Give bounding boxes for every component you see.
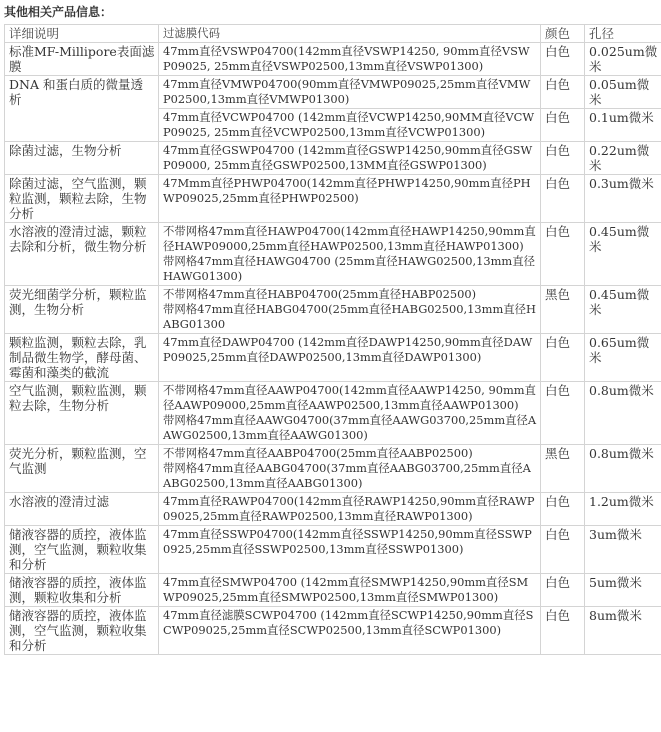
row-description: 颗粒监测，颗粒去除，乳制品微生物学，酵母菌、霉菌和藻类的截流 xyxy=(5,334,159,382)
row-description: 荧光分析，颗粒监测，空气监测 xyxy=(5,445,159,493)
row-description: 储液容器的质控，液体监测，空气监测，颗粒收集和分析 xyxy=(5,526,159,574)
row-filter-code: 47mm直径DAWP04700 (142mm直径DAWP14250,90mm直径DAWP09025,25mm直径DAWP02500,13mm直径DAWP01300) xyxy=(159,334,541,382)
row-filter-code xyxy=(159,445,541,493)
header-description: 详细说明 xyxy=(5,25,159,43)
row-filter-code: 47mm直径VMWP04700(90mm直径VMWP09025,25mm直径VMWP02500,13mm直径VMWP01300) xyxy=(159,76,541,109)
row-filter-code xyxy=(159,382,541,445)
row-filter-code xyxy=(159,223,541,286)
product-table xyxy=(4,24,661,655)
row-filter-code: 47Mmm直径PHWP04700(142mm直径PHWP14250,90mm直径PHWP09025,25mm直径PHWP02500) xyxy=(159,175,541,223)
row-color: 白色 xyxy=(541,109,585,142)
row-color: 白色 xyxy=(541,334,585,382)
table-row xyxy=(5,76,661,109)
table-row xyxy=(5,175,661,223)
row-filter-code: 47mm直径VCWP04700 (142mm直径VCWP14250,90MM直径VCWP09025, 25mm直径VCWP02500,13mm直径VCWP01300) xyxy=(159,109,541,142)
row-filter-code: 47mm直径GSWP04700 (142mm直径GSWP14250,90mm直径GSWP09000, 25mm直径GSWP02500,13MM直径GSWP01300) xyxy=(159,142,541,175)
row-filter-code xyxy=(159,286,541,334)
code-ungridded: 不带网格47mm直径AABP04700(25mm直径AABP02500) xyxy=(163,446,473,460)
code-ungridded: 不带网格47mm直径HABP04700(25mm直径HABP02500) xyxy=(163,287,477,301)
code-gridded: 带网格47mm直径HAWG04700 (25mm直径HAWG02500,13mm直径HAWG01300) xyxy=(163,254,535,283)
header-filter-code: 过滤膜代码 xyxy=(159,25,541,43)
table-row xyxy=(5,382,661,445)
row-pore-size: 1.2um微米 xyxy=(585,493,661,526)
row-pore-size: 0.8um微米 xyxy=(585,382,661,445)
row-pore-size: 0.45um微米 xyxy=(585,286,661,334)
table-row xyxy=(5,445,661,493)
table-row xyxy=(5,526,661,574)
code-ungridded: 不带网格47mm直径HAWP04700(142mm直径HAWP14250,90mm直径HAWP09000,25mm直径HAWP02500,13mm直径HAWP01300) xyxy=(163,224,536,253)
row-pore-size: 8um微米 xyxy=(585,607,661,655)
table-row xyxy=(5,607,661,655)
table-row xyxy=(5,223,661,286)
table-row xyxy=(5,493,661,526)
table-row xyxy=(5,43,661,76)
table-row xyxy=(5,142,661,175)
row-color: 白色 xyxy=(541,607,585,655)
row-pore-size: 5um微米 xyxy=(585,574,661,607)
code-gridded: 带网格47mm直径HABG04700(25mm直径HABG02500,13mm直径HABG01300 xyxy=(163,302,536,331)
row-color: 白色 xyxy=(541,175,585,223)
table-header-row xyxy=(5,25,661,43)
row-color: 白色 xyxy=(541,76,585,109)
header-pore-size: 孔径 xyxy=(585,25,661,43)
row-filter-code: 47mm直径VSWP04700(142mm直径VSWP14250, 90mm直径VSWP09025, 25mm直径VSWP02500,13mm直径VSWP01300) xyxy=(159,43,541,76)
row-color: 白色 xyxy=(541,574,585,607)
row-description: 标准MF-Millipore表面滤膜 xyxy=(5,43,159,76)
row-pore-size: 0.65um微米 xyxy=(585,334,661,382)
row-pore-size: 0.3um微米 xyxy=(585,175,661,223)
row-color: 黑色 xyxy=(541,445,585,493)
code-ungridded: 不带网格47mm直径AAWP04700(142mm直径AAWP14250, 90mm直径AAWP09000,25mm直径AAWP02500,13mm直径AAWP01300) xyxy=(163,383,536,412)
row-pore-size: 0.45um微米 xyxy=(585,223,661,286)
row-filter-code: 47mm直径滤膜SCWP04700 (142mm直径SCWP14250,90mm直径SCWP09025,25mm直径SCWP02500,13mm直径SCWP01300) xyxy=(159,607,541,655)
row-description: 水溶液的澄清过滤 xyxy=(5,493,159,526)
row-color: 白色 xyxy=(541,223,585,286)
table-row xyxy=(5,334,661,382)
row-color: 白色 xyxy=(541,382,585,445)
row-description: 荧光细菌学分析，颗粒监测，生物分析 xyxy=(5,286,159,334)
row-pore-size: 0.05um微米 xyxy=(585,76,661,109)
row-description: 储液容器的质控，液体监测，空气监测，颗粒收集和分析 xyxy=(5,607,159,655)
row-description: 除菌过滤，空气监测，颗粒监测，颗粒去除，生物分析 xyxy=(5,175,159,223)
row-color: 黑色 xyxy=(541,286,585,334)
header-color: 颜色 xyxy=(541,25,585,43)
row-filter-code: 47mm直径SMWP04700 (142mm直径SMWP14250,90mm直径SMWP09025,25mm直径SMWP02500,13mm直径SMWP01300) xyxy=(159,574,541,607)
row-color: 白色 xyxy=(541,493,585,526)
row-color: 白色 xyxy=(541,526,585,574)
row-description: 水溶液的澄清过滤，颗粒去除和分析，微生物分析 xyxy=(5,223,159,286)
row-color: 白色 xyxy=(541,43,585,76)
row-pore-size: 0.025um微米 xyxy=(585,43,661,76)
row-description: 空气监测，颗粒监测，颗粒去除，生物分析 xyxy=(5,382,159,445)
row-filter-code: 47mm直径RAWP04700(142mm直径RAWP14250,90mm直径RAWP09025,25mm直径RAWP02500,13mm直径RAWP01300) xyxy=(159,493,541,526)
row-color: 白色 xyxy=(541,142,585,175)
row-pore-size: 3um微米 xyxy=(585,526,661,574)
row-pore-size: 0.1um微米 xyxy=(585,109,661,142)
table-row xyxy=(5,286,661,334)
row-pore-size: 0.8um微米 xyxy=(585,445,661,493)
section-heading: 其他相关产品信息： xyxy=(4,5,113,19)
row-description: 除菌过滤，生物分析 xyxy=(5,142,159,175)
row-description: 储液容器的质控，液体监测，颗粒收集和分析 xyxy=(5,574,159,607)
row-pore-size: 0.22um微米 xyxy=(585,142,661,175)
table-row xyxy=(5,574,661,607)
code-gridded: 带网格47mm直径AAWG04700(37mm直径AAWG03700,25mm直径AAWG02500,13mm直径AAWG01300) xyxy=(163,413,537,442)
code-gridded: 带网格47mm直径AABG04700(37mm直径AABG03700,25mm直径AABG02500,13mm直径AABG01300) xyxy=(163,461,531,490)
row-filter-code: 47mm直径SSWP04700(142mm直径SSWP14250,90mm直径SSWP0925,25mm直径SSWP02500,13mm直径SSWP01300) xyxy=(159,526,541,574)
row-description: DNA 和蛋白质的微量透析 xyxy=(5,76,159,142)
